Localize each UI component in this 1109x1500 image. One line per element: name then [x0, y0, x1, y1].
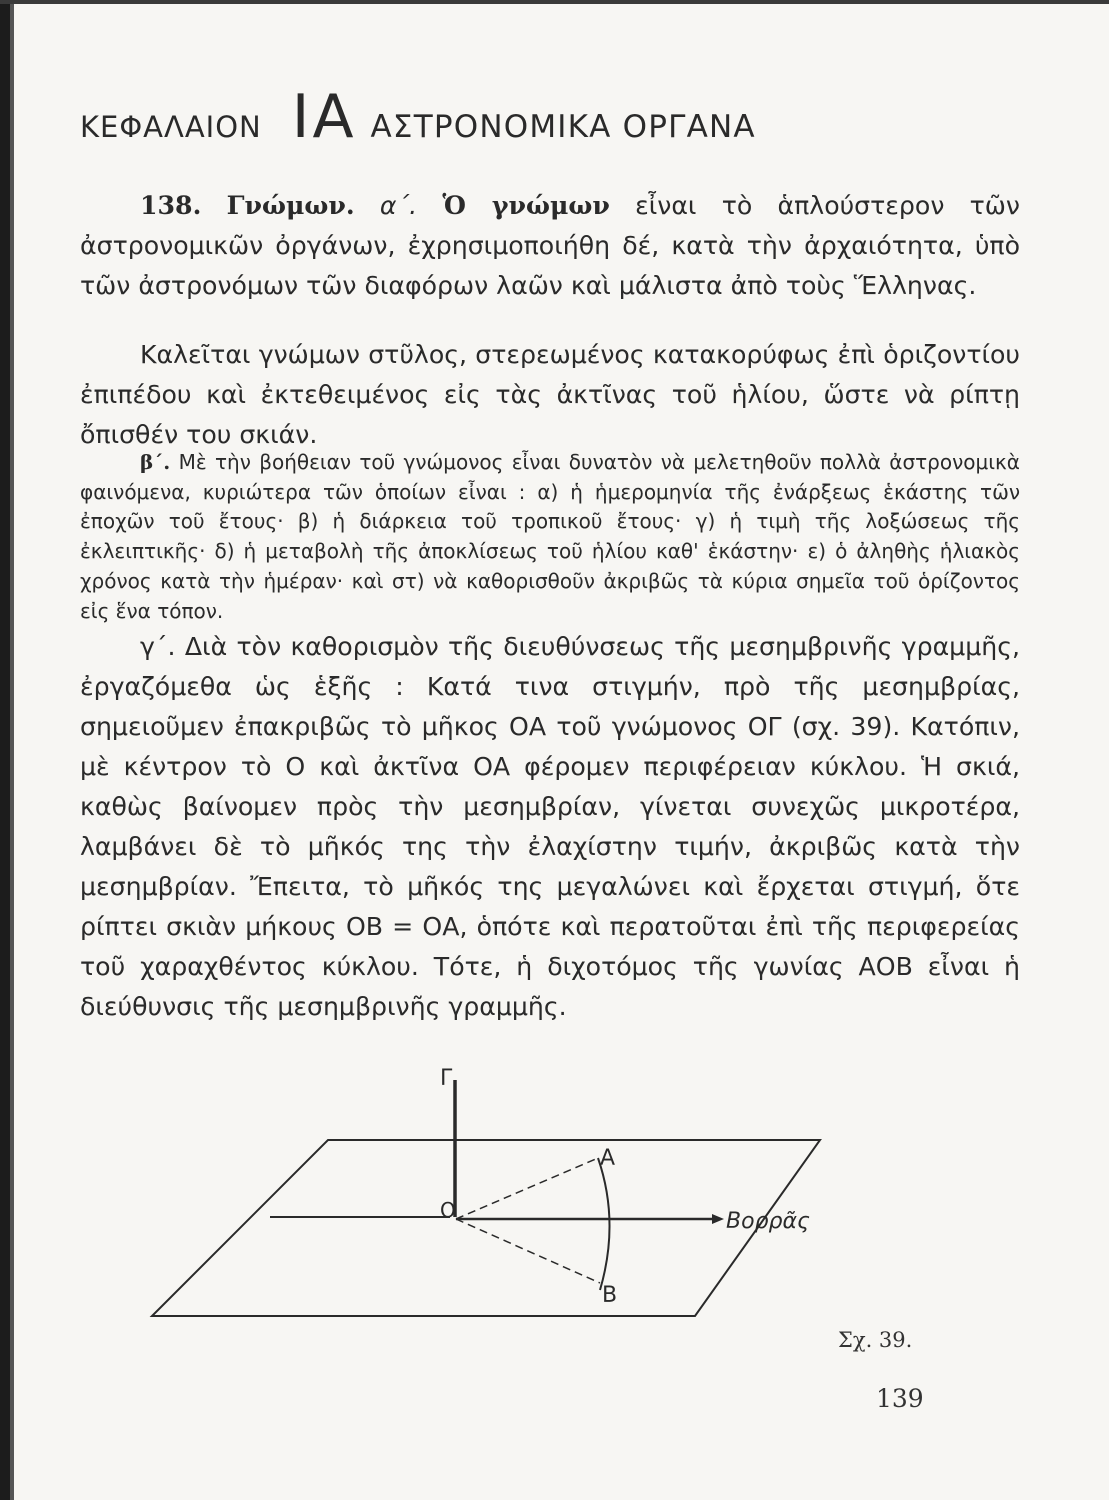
- paragraph-a: [80, 185, 1020, 306]
- part-b-text: Μὲ τὴν βοήθειαν τοῦ γνώμονος εἶναι δυνατὸν νὰ μελετηθοῦν πολλὰ ἀστρονομικὰ φαινόμενα, κυριώτερα τῶν ὁποίων εἶναι : α) ἡ ἡμερομηνία τῆς ἐνάρξεως ἑκάστης τῶν ἐποχῶν τοῦ ἔτους· β) ἡ διάρκεια τοῦ τροπικοῦ ἔτους· γ) ἡ τιμὴ τῆς λοξώσεως τῆς ἐκλειπτικῆς· δ) ἡ μεταβολὴ τῆς ἀποκλίσεως τοῦ ἡλίου καθ' ἑκάστην· ε) ὁ ἀληθὴς ἡλιακὸς χρόνος κατὰ τὴν ἡμέραν· καὶ στ) νὰ καθορισθοῦν ἀκριβῶς τὰ κύρια σημεῖα τοῦ ὁρίζοντος εἰς ἕνα τόπον.: [80, 450, 1020, 623]
- part-a-term: Ὁ γνώμων: [442, 190, 610, 220]
- scan-edge-top: [0, 0, 1109, 4]
- section-number: 138.: [140, 190, 202, 220]
- figure-caption: Σχ. 39.: [838, 1328, 913, 1352]
- chapter-heading: [80, 82, 1040, 152]
- chapter-title: ΑΣΤΡΟΝΟΜΙΚΑ ΟΡΓΑΝΑ: [370, 109, 756, 145]
- label-b: Β: [602, 1283, 618, 1308]
- section-intro: [80, 185, 1020, 306]
- label-north: Βορρᾶς: [726, 1209, 810, 1234]
- chapter-number: ΙΑ: [291, 82, 357, 152]
- part-a-text: εἶναι τὸ ἁπλούστερον τῶν ἀστρονομικῶν ὀργάνων, ἐχρησιμοποιήθη δέ, κατὰ τὴν ἀρχαιότητα, ὑπὸ τῶν ἀστρονόμων τῶν διαφόρων λαῶν καὶ μάλιστα ἀπὸ τοὺς Ἕλληνας.: [80, 191, 1020, 300]
- label-gamma: Γ: [440, 1066, 453, 1091]
- part-c-marker: γ΄.: [140, 632, 176, 661]
- shadow-ob: [456, 1219, 600, 1283]
- north-arrowhead: [712, 1214, 724, 1224]
- paragraph-definition: Καλεῖται γνώμων στῦλος, στερεωμένος κατακορύφως ἐπὶ ὁριζοντίου ἐπιπέδου καὶ ἐκτεθειμένος εἰς τὰς ἀκτῖνας τοῦ ἡλίου, ὥστε νὰ ρίπτῃ ὄπισθέν του σκιάν.: [80, 340, 1020, 449]
- shadow-oa: [456, 1158, 598, 1219]
- scan-edge-shadow: [10, 0, 14, 1500]
- definition-block: [80, 335, 1020, 455]
- section-title: Γνώμων.: [226, 190, 355, 220]
- part-b-marker: β΄.: [140, 450, 171, 474]
- label-a: Α: [600, 1146, 616, 1171]
- part-c-text: Διὰ τὸν καθορισμὸν τῆς διευθύνσεως τῆς μεσημβρινῆς γραμμῆς, ἐργαζόμεθα ὡς ἑξῆς : Κατά τινα στιγμήν, πρὸ τῆς μεσημβρίας, σημειοῦμεν ἐπακριβῶς τὸ μῆκος ΟΑ τοῦ γνώμονος ΟΓ (σχ. 39). Κατόπιν, μὲ κέντρον τὸ Ο καὶ ἀκτῖνα ΟΑ φέρομεν περιφέρειαν κύκλου. Ἡ σκιά, καθὼς βαίνομεν πρὸς τὴν μεσημβρίαν, γίνεται συνεχῶς μικροτέρα, λαμβάνει δὲ τὸ μῆκός της τὴν ἐλαχίστην τιμήν, ἀκριβῶς κατὰ τὴν μεσημβρίαν. Ἔπειτα, τὸ μῆκός της μεγαλώνει καὶ ἔρχεται στιγμή, ὅτε ρίπτει σκιὰν μήκους ΟΒ = ΟΑ, ὁπότε καὶ περατοῦται ἐπὶ τῆς περιφερείας τοῦ χαραχθέντος κύκλου. Τότε, ἡ διχοτόμος τῆς γωνίας ΑΟΒ εἶναι ἡ διεύθυνσις τῆς μεσημβρινῆς γραμμῆς.: [80, 632, 1020, 1021]
- horizontal-plane: [152, 1140, 820, 1316]
- page-number: 139: [876, 1384, 924, 1413]
- chapter-prefix: ΚΕΦΑΛΑΙΟΝ: [80, 110, 262, 144]
- paragraph-c: [80, 627, 1020, 1027]
- part-b-block: [80, 448, 1020, 626]
- part-a-marker: α΄.: [379, 191, 418, 220]
- paragraph-b: [80, 448, 1020, 626]
- label-o: Ο: [440, 1198, 456, 1222]
- circle-arc: [598, 1158, 610, 1290]
- part-c-block: [80, 627, 1020, 1027]
- scan-edge-left: [0, 0, 10, 1500]
